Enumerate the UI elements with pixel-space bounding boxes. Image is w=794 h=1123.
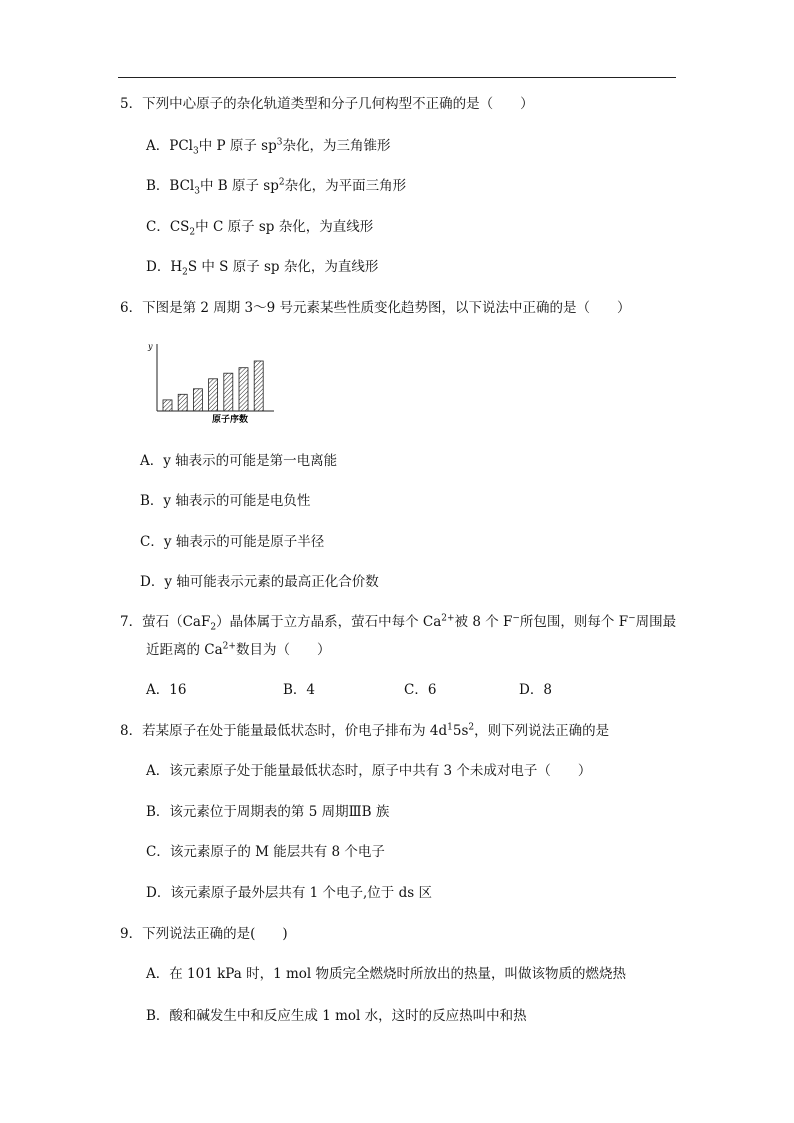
q6-option-a[interactable]: A．y 轴表示的可能是第一电离能 xyxy=(140,453,338,469)
q7-option-b[interactable]: B．4 xyxy=(283,682,316,698)
q7-option-d[interactable]: D．8 xyxy=(519,682,552,698)
y-axis-label: y xyxy=(148,342,153,351)
q8-option-a[interactable]: A．该元素原子处于能量最低状态时，原子中共有 3 个未成对电子（ ） xyxy=(146,763,592,779)
bar-3 xyxy=(163,400,172,411)
bar-6 xyxy=(209,379,218,411)
q6-stem: 6．下图是第 2 周期 3～9 号元素某些性质变化趋势图，以下说法中正确的是（ ） xyxy=(120,300,631,316)
q7-l2-post: 数目为（ ） xyxy=(235,642,331,658)
q8-stem-mid: 5s xyxy=(452,723,469,739)
q7-l1-pre: 7．萤石（CaF xyxy=(120,614,211,630)
q7-option-a[interactable]: A．16 xyxy=(146,682,187,698)
q8-stem-sup2: 2 xyxy=(468,722,475,733)
q5-stem: 5．下列中心原子的杂化轨道类型和分子几何构型不正确的是（ ） xyxy=(120,96,534,112)
bar-8 xyxy=(239,368,248,411)
q5-c-sub: 2 xyxy=(189,227,196,238)
q7-stem-line1 xyxy=(120,613,676,631)
q7-l1-sub: 2 xyxy=(210,622,217,633)
q7-stem-line2 xyxy=(146,641,330,659)
bar-5 xyxy=(193,389,202,411)
q7-l1-sup1: 2+ xyxy=(441,613,455,624)
q7-l2-sup: 2+ xyxy=(222,641,236,652)
q5-option-d[interactable] xyxy=(146,258,378,276)
q5-b-pre: B．BCl xyxy=(146,178,195,194)
q7-l2-pre: 近距离的 Ca xyxy=(146,642,223,658)
q5-option-b[interactable] xyxy=(146,177,406,195)
q7-l1-sup2: − xyxy=(512,613,520,624)
q5-d-sub: 2 xyxy=(182,267,188,278)
q5-option-c[interactable] xyxy=(146,218,373,236)
q7-option-c[interactable]: C．6 xyxy=(404,682,437,698)
q5-c-post: 中 C 原子 sp 杂化，为直线形 xyxy=(195,219,374,235)
bar-4 xyxy=(178,394,187,411)
q5-a-post: 杂化，为三角锥形 xyxy=(282,138,391,154)
q6-option-c[interactable]: C．y 轴表示的可能是原子半径 xyxy=(140,534,325,550)
q7-l1-mid3: 所包围，则每个 F xyxy=(519,614,629,630)
q5-a-sub: 3 xyxy=(192,146,199,157)
q7-l1-mid: ）晶体属于立方晶系，萤石中每个 Ca xyxy=(216,614,442,630)
q8-option-b[interactable]: B．该元素位于周期表的第 5 周期ⅢB 族 xyxy=(146,804,390,820)
q9-option-a[interactable]: A．在 101 kPa 时，1 mol 物质完全燃烧时所放出的热量，叫做该物质的燃烧热 xyxy=(146,966,627,982)
q7-l1-post: 周围最 xyxy=(635,614,677,630)
q5-option-a[interactable] xyxy=(146,137,390,155)
q5-a-mid: 中 P 原子 sp xyxy=(198,138,277,154)
q7-l1-sup3: − xyxy=(628,613,636,624)
q5-b-post: 杂化，为平面三角形 xyxy=(284,178,407,194)
q8-stem-pre: 8．若某原子在处于能量最低状态时，价电子排布为 4d xyxy=(120,723,448,739)
q7-l1-mid2: 被 8 个 F xyxy=(454,614,513,630)
q9-stem: 9．下列说法正确的是( ) xyxy=(120,926,288,942)
x-axis-label: 原子序数 xyxy=(211,415,249,425)
header-rule xyxy=(118,77,676,78)
q5-b-sup: 2 xyxy=(278,177,285,188)
trend-bar-chart xyxy=(146,340,276,426)
q8-stem-post: ，则下列说法正确的是 xyxy=(474,723,610,739)
q6-option-d[interactable]: D．y 轴可能表示元素的最高正化合价数 xyxy=(140,574,379,590)
q6-option-b[interactable]: B．y 轴表示的可能是电负性 xyxy=(140,493,311,509)
q5-a-sup: 3 xyxy=(276,137,283,148)
bar-7 xyxy=(224,373,233,411)
q5-c-pre: C．CS xyxy=(146,219,190,235)
q8-stem-sup1: 1 xyxy=(447,722,453,733)
bar-9 xyxy=(254,361,263,411)
q5-b-mid: 中 B 原子 sp xyxy=(199,178,279,194)
q8-option-d[interactable]: D．该元素原子最外层共有 1 个电子,位于 ds 区 xyxy=(146,885,432,901)
q8-option-c[interactable]: C．该元素原子的 M 能层共有 8 个电子 xyxy=(146,844,385,860)
q8-stem xyxy=(120,722,609,740)
q9-option-b[interactable]: B．酸和碱发生中和反应生成 1 mol 水，这时的反应热叫中和热 xyxy=(146,1008,527,1024)
q5-d-pre: D．H xyxy=(146,259,183,275)
q5-d-post: S 中 S 原子 sp 杂化，为直线形 xyxy=(187,259,379,275)
q5-b-sub: 3 xyxy=(194,186,200,197)
q5-a-pre: A．PCl xyxy=(146,138,193,154)
